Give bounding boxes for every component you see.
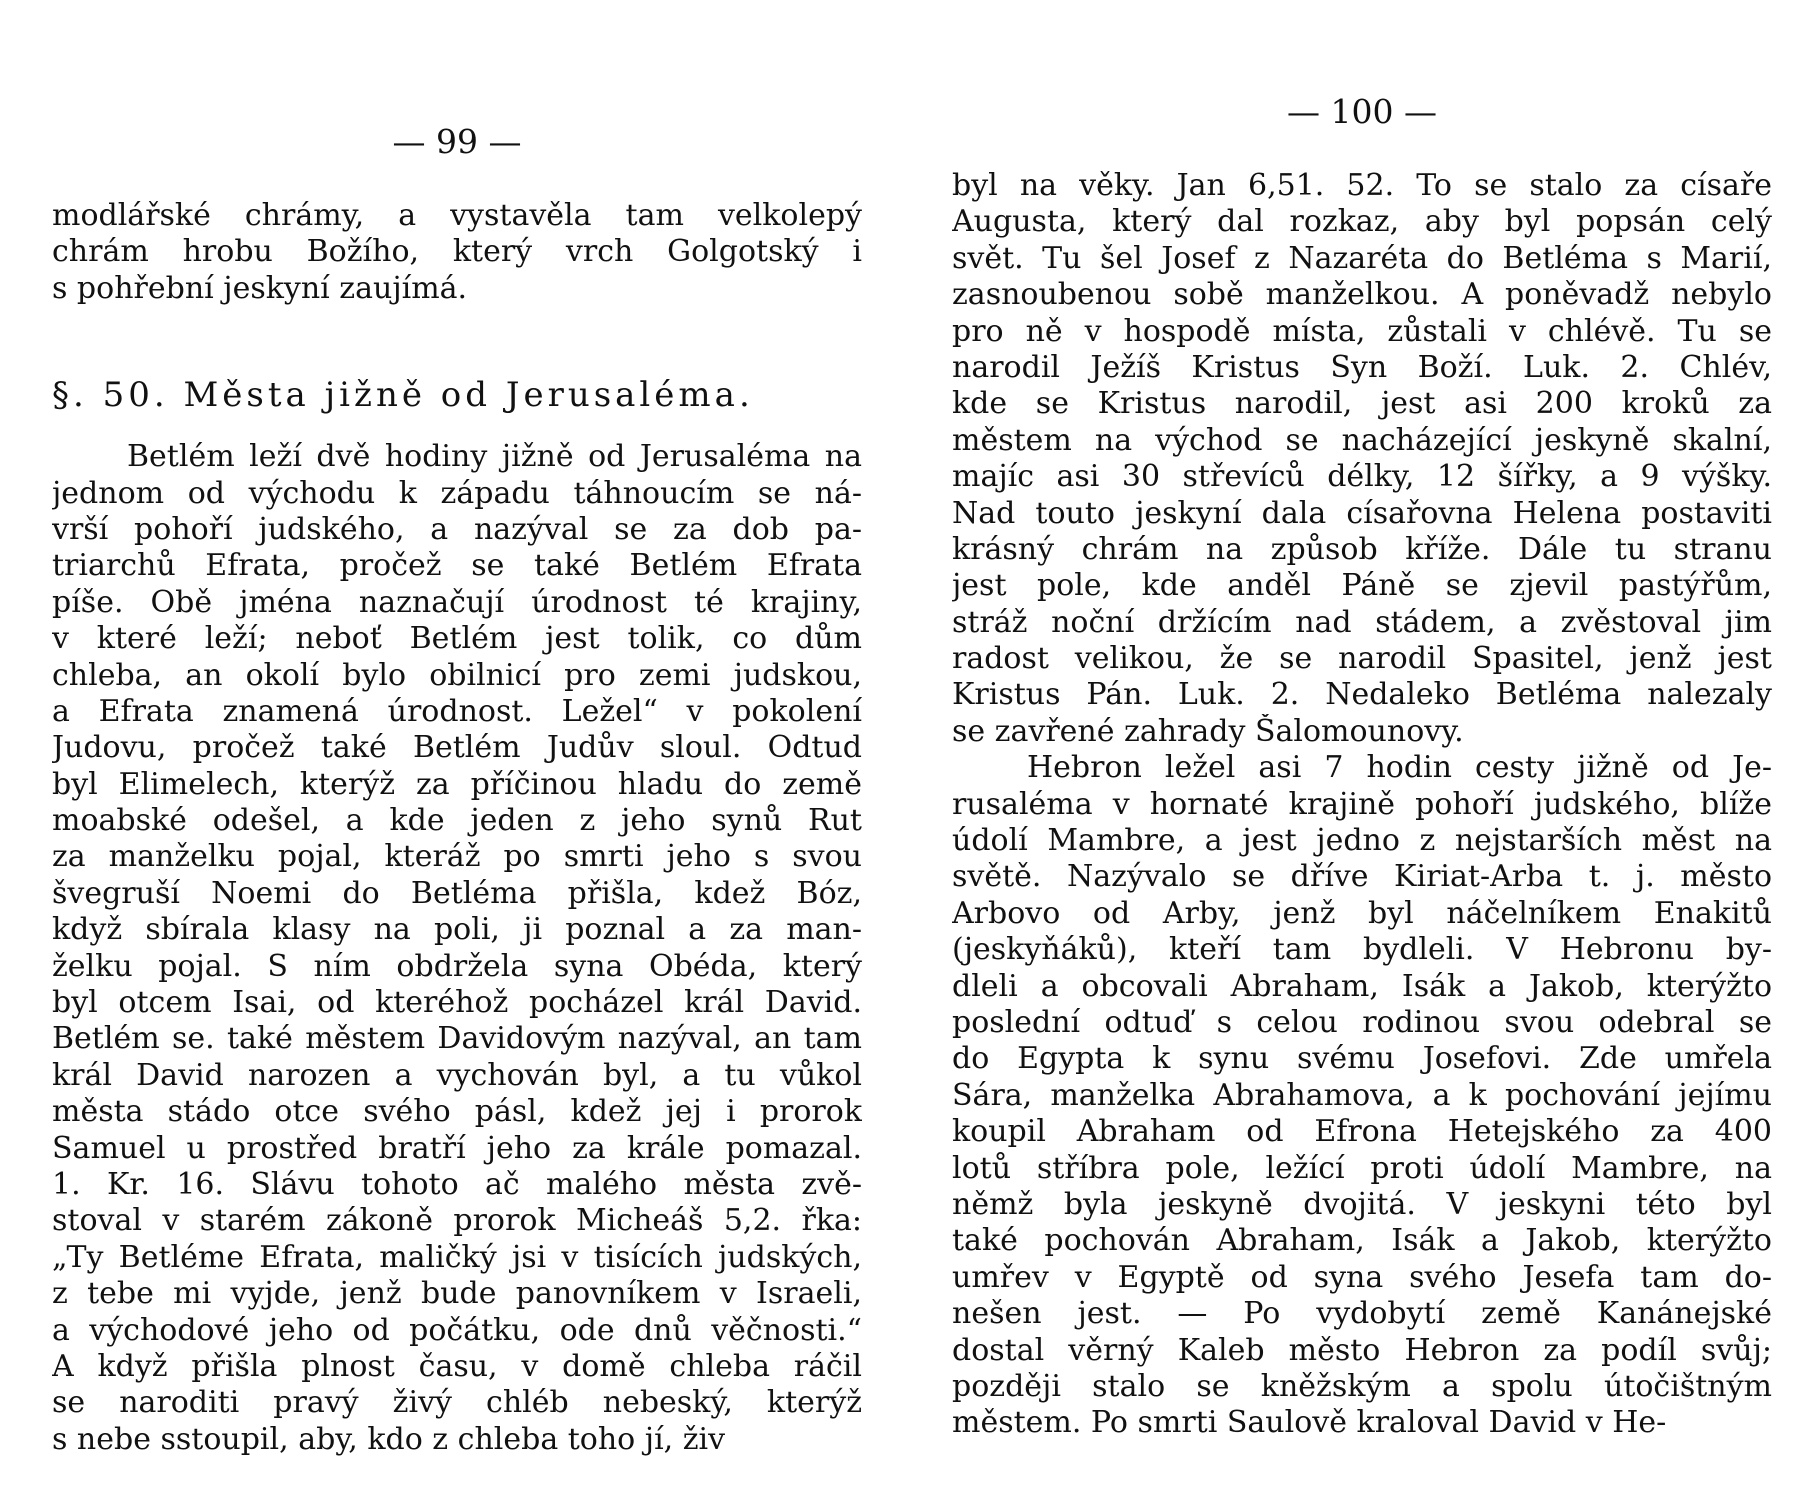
text-line: „Ty Betléme Efrata, maličký jsi v tisících judských, xyxy=(52,1239,862,1275)
text-line: byl otcem Isai, od kteréhož pocházel král David. xyxy=(52,985,862,1021)
text-line: moabské odešel, a kde jeden z jeho synů Rut xyxy=(52,803,862,839)
text-line: narodil Ježíš Kristus Syn Boží. Luk. 2. Chlév, xyxy=(952,349,1772,385)
text-line: městem. Po smrti Saulově kraloval David v He- xyxy=(952,1405,1667,1441)
text-line: Betlém leží dvě hodiny jižně od Jerusaléma na xyxy=(127,439,862,475)
text-line: chleba, an okolí bylo obilnicí pro zemi judskou, xyxy=(52,657,862,693)
text-line: svět. Tu šel Josef z Nazaréta do Betléma s Marií, xyxy=(952,240,1772,276)
section-heading: §. 50. Města jižně od Jerusaléma. xyxy=(52,375,754,416)
text-line: města stádo otce svého pásl, kdež jej i prorok xyxy=(52,1094,862,1130)
text-line: triarchů Efrata, pročež se také Betlém Efrata xyxy=(52,548,862,584)
text-line: za manželku pojal, kteráž po smrti jeho s svou xyxy=(52,839,862,875)
text-line: zasnoubenou sobě manželkou. A poněvadž nebylo xyxy=(952,277,1772,313)
text-line: dleli a obcovali Abraham, Isák a Jakob, kterýžto xyxy=(952,968,1772,1004)
right-text-column xyxy=(952,168,1772,1442)
text-line: později stalo se kněžským a spolu útočištným xyxy=(952,1368,1772,1404)
text-line: pro ně v hospodě místa, zůstali v chlévě. Tu se xyxy=(952,313,1772,349)
text-line: stráž noční držícím nad stádem, a zvěstoval jim xyxy=(952,604,1772,640)
text-line: píše. Obě jména naznačují úrodnost té krajiny, xyxy=(52,584,862,620)
text-line: dostal věrný Kaleb město Hebron za podíl svůj; xyxy=(952,1332,1772,1368)
text-line: král David narozen a vychován byl, a tu vůkol xyxy=(52,1057,862,1093)
page-number: — 100 — xyxy=(1287,92,1437,131)
text-line: městem na východ se nacházející jeskyně skalní, xyxy=(952,422,1772,458)
text-line: němž byla jeskyně dvojitá. V jeskyni této byl xyxy=(952,1186,1772,1222)
text-line: Hebron ležel asi 7 hodin cesty jižně od Je- xyxy=(1027,750,1772,786)
text-line: Nad touto jeskyní dala císařovna Helena postaviti xyxy=(952,495,1772,531)
text-line: koupil Abraham od Efrona Hetejského za 400 xyxy=(952,1114,1772,1150)
text-line: umřev v Egyptě od syna svého Jesefa tam do- xyxy=(952,1259,1772,1295)
text-line: Judovu, pročež také Betlém Judův sloul. Odtud xyxy=(52,730,862,766)
text-line: vrší pohoří judského, a nazýval se za dob pa- xyxy=(52,511,862,547)
text-line: majíc asi 30 střevíců délky, 12 šířky, a 9 výšky. xyxy=(952,459,1772,495)
left-text-column xyxy=(52,198,862,1458)
text-line: s nebe sstoupil, aby, kdo z chleba toho jí, živ xyxy=(52,1421,726,1457)
text-line: byl na věky. Jan 6,51. 52. To se stalo za císaře xyxy=(952,168,1772,203)
text-line: do Egypta k synu svému Josefovi. Zde umřela xyxy=(952,1041,1772,1077)
text-line: poslední odtuď s celou rodinou svou odebral se xyxy=(952,1004,1772,1040)
left-body-text xyxy=(52,439,862,1458)
text-line: modlářské chrámy, a vystavěla tam velkolepý xyxy=(52,198,862,233)
text-line: jest pole, kde anděl Páně se zjevil pastýřům, xyxy=(952,568,1772,604)
text-line: želku pojal. S ním obdržela syna Obéda, který xyxy=(52,948,862,984)
text-line: a Efrata znamená úrodnost. Ležel“ v pokolení xyxy=(52,693,862,729)
text-line: radost velikou, že se narodil Spasitel, jenž jest xyxy=(952,641,1772,677)
text-line: když sbírala klasy na poli, ji poznal a za man- xyxy=(52,912,862,948)
text-line: nešen jest. — Po vydobytí země Kanánejské xyxy=(952,1296,1772,1332)
text-line: světě. Nazývalo se dříve Kiriat-Arba t. j. město xyxy=(952,859,1772,895)
text-line: se zavřené zahrady Šalomounovy. xyxy=(952,713,1464,749)
text-line: rusaléma v hornaté krajině pohoří judského, blíže xyxy=(952,786,1772,822)
text-line: kde se Kristus narodil, jest asi 200 kroků za xyxy=(952,386,1772,422)
text-line: byl Elimelech, kterýž za příčinou hladu do země xyxy=(52,766,862,802)
text-line: krásný chrám na způsob kříže. Dále tu stranu xyxy=(952,531,1772,567)
text-line: Betlém se. také městem Davidovým nazýval, an tam xyxy=(52,1021,862,1057)
text-line: A když přišla plnost času, v domě chleba ráčil xyxy=(52,1348,862,1384)
text-line: Kristus Pán. Luk. 2. Nedaleko Betléma nalezaly xyxy=(952,677,1772,713)
text-line: chrám hrobu Božího, který vrch Golgotský i xyxy=(52,234,862,270)
text-line: (jeskyňáků), kteří tam bydleli. V Hebronu by- xyxy=(952,932,1772,968)
text-line: Arbovo od Arby, jenž byl náčelníkem Enakitů xyxy=(952,895,1772,931)
text-line: v které leží; neboť Betlém jest tolik, co dům xyxy=(52,621,862,657)
text-line: také pochován Abraham, Isák a Jakob, kterýžto xyxy=(952,1223,1772,1259)
text-line: Sára, manželka Abrahamova, a k pochování jejímu xyxy=(952,1077,1772,1113)
text-line: švegruší Noemi do Betléma přišla, kdež Bóz, xyxy=(52,875,862,911)
text-line: a východové jeho od počátku, ode dnů věčnosti.“ xyxy=(52,1312,862,1348)
text-line: údolí Mambre, a jest jedno z nejstarších měst na xyxy=(952,823,1772,859)
text-line: z tebe mi vyjde, jenž bude panovníkem v Israeli, xyxy=(52,1276,862,1312)
page-number: — 99 — xyxy=(392,122,522,161)
text-line: lotů stříbra pole, ležící proti údolí Mambre, na xyxy=(952,1150,1772,1186)
text-line: 1. Kr. 16. Slávu tohoto ač malého města zvě- xyxy=(52,1166,862,1202)
text-line: s pohřební jeskyní zaujímá. xyxy=(52,270,468,306)
text-line: se naroditi pravý živý chléb nebeský, kterýž xyxy=(52,1385,862,1421)
text-line: stoval v starém zákoně prorok Micheáš 5,2. řka: xyxy=(52,1203,862,1239)
text-line: Augusta, který dal rozkaz, aby byl popsán celý xyxy=(952,204,1772,240)
text-line: jednom od východu k západu táhnoucím se ná- xyxy=(52,475,862,511)
right-body-text xyxy=(952,168,1772,1442)
text-line: Samuel u prostřed bratří jeho za krále pomazal. xyxy=(52,1130,862,1166)
